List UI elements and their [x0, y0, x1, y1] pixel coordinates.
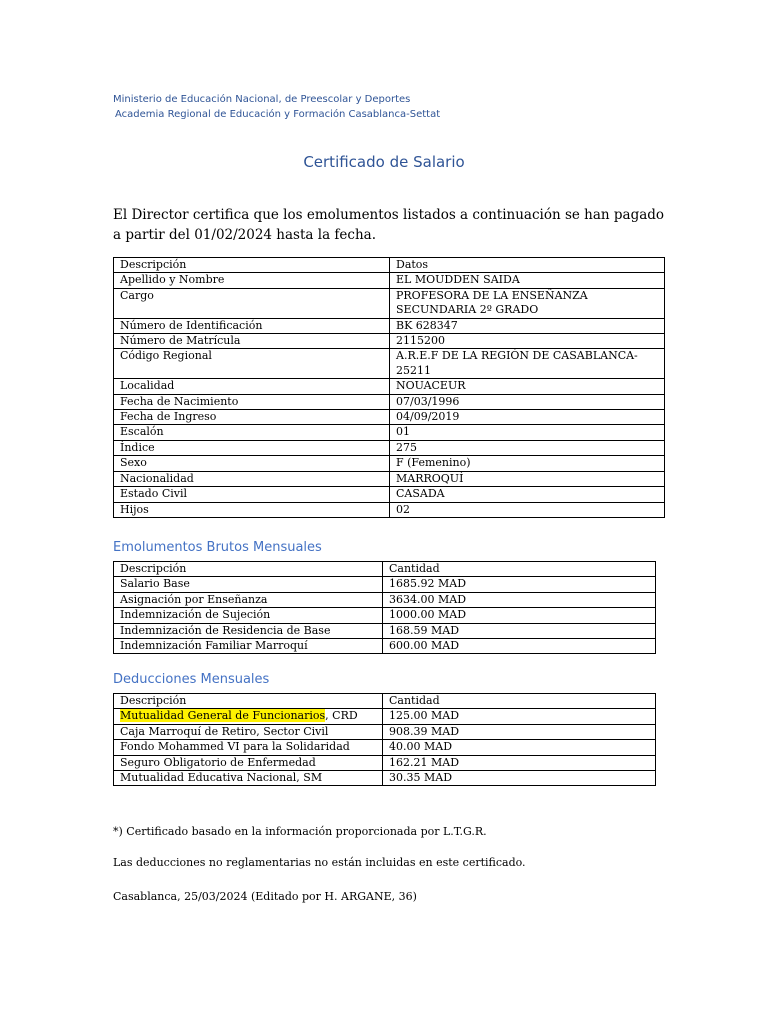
row-label: Salario Base — [114, 577, 383, 592]
row-value: MARROQUÍ — [390, 471, 665, 486]
row-value: NOUACEUR — [390, 379, 665, 394]
row-value: 02 — [390, 502, 665, 517]
table-header-row — [114, 258, 665, 273]
intro-paragraph: El Director certifica que los emolumentos listados a continuación se han pagado a partir del 01/02/2024 hasta la fecha. — [113, 207, 665, 243]
row-value: CASADA — [390, 487, 665, 502]
row-value: F (Femenino) — [390, 456, 665, 471]
row-amount: 30.35 MAD — [383, 771, 656, 786]
deductions-table — [113, 693, 656, 786]
row-label: Escalón — [114, 425, 390, 440]
row-label: Fecha de Ingreso — [114, 410, 390, 425]
exclusion-note: Las deducciones no reglamentarias no están incluidas en este certificado. — [113, 856, 526, 869]
table-row — [114, 487, 665, 502]
row-amount: 908.39 MAD — [383, 724, 656, 739]
ministry-name: Ministerio de Educación Nacional, de Preescolar y Deportes — [113, 94, 411, 105]
row-label: Nacionalidad — [114, 471, 390, 486]
row-label: Hijos — [114, 502, 390, 517]
row-label: Número de Matrícula — [114, 334, 390, 349]
table-row — [114, 771, 656, 786]
row-label: Indemnización de Sujeción — [114, 608, 383, 623]
source-note: *) Certificado basado en la información proporcionada por L.T.G.R. — [113, 825, 487, 838]
row-label: Sexo — [114, 456, 390, 471]
table-row — [114, 471, 665, 486]
row-label: Apellido y Nombre — [114, 273, 390, 288]
personal-data-table — [113, 257, 665, 518]
row-label: Índice — [114, 440, 390, 455]
table-header-row — [114, 562, 656, 577]
row-value: 01 — [390, 425, 665, 440]
row-value: A.R.E.F DE LA REGIÓN DE CASABLANCA- 25211 — [390, 349, 665, 379]
row-label-suffix: , CRD — [325, 709, 358, 723]
table-row — [114, 410, 665, 425]
table-row — [114, 318, 665, 333]
row-label: Fecha de Nacimiento — [114, 394, 390, 409]
column-header: Descripción — [114, 258, 390, 273]
row-label: Asignación por Enseñanza — [114, 592, 383, 607]
row-value: 07/03/1996 — [390, 394, 665, 409]
row-label: Localidad — [114, 379, 390, 394]
row-label: Código Regional — [114, 349, 390, 379]
row-label: Fondo Mohammed VI para la Solidaridad — [114, 740, 383, 755]
row-label: Indemnización Familiar Marroquí — [114, 639, 383, 654]
column-header: Datos — [390, 258, 665, 273]
row-label: Mutualidad Educativa Nacional, SM — [114, 771, 383, 786]
row-amount: 1000.00 MAD — [383, 608, 656, 623]
row-label: Estado Civil — [114, 487, 390, 502]
table-row — [114, 273, 665, 288]
row-value: 04/09/2019 — [390, 410, 665, 425]
table-row — [114, 724, 656, 739]
table-row — [114, 425, 665, 440]
column-header: Descripción — [114, 694, 383, 709]
table-row — [114, 740, 656, 755]
row-value: 2115200 — [390, 334, 665, 349]
page-title: Certificado de Salario — [303, 153, 465, 171]
deductions-heading: Deducciones Mensuales — [113, 672, 270, 687]
row-amount: 600.00 MAD — [383, 639, 656, 654]
row-amount: 3634.00 MAD — [383, 592, 656, 607]
table-row — [114, 288, 665, 318]
table-row — [114, 639, 656, 654]
row-label: Cargo — [114, 288, 390, 318]
table-row — [114, 394, 665, 409]
row-value: PROFESORA DE LA ENSEÑANZA SECUNDARIA 2º GRADO — [390, 288, 665, 318]
row-amount: 125.00 MAD — [383, 709, 656, 724]
row-label: Caja Marroquí de Retiro, Sector Civil — [114, 724, 383, 739]
row-value: 275 — [390, 440, 665, 455]
table-row — [114, 709, 656, 724]
column-header: Descripción — [114, 562, 383, 577]
table-row — [114, 577, 656, 592]
table-row — [114, 608, 656, 623]
academy-name: Academia Regional de Educación y Formación Casablanca-Settat — [115, 109, 441, 120]
table-header-row — [114, 694, 656, 709]
row-label — [114, 709, 383, 724]
table-row — [114, 456, 665, 471]
table-row — [114, 379, 665, 394]
row-label: Indemnización de Residencia de Base — [114, 623, 383, 638]
table-row — [114, 502, 665, 517]
row-value: EL MOUDDEN SAIDA — [390, 273, 665, 288]
table-row — [114, 592, 656, 607]
row-label: Seguro Obligatorio de Enfermedad — [114, 755, 383, 770]
table-row — [114, 334, 665, 349]
table-row — [114, 623, 656, 638]
table-row — [114, 440, 665, 455]
table-row — [114, 349, 665, 379]
column-header: Cantidad — [383, 694, 656, 709]
row-amount: 162.21 MAD — [383, 755, 656, 770]
row-amount: 168.59 MAD — [383, 623, 656, 638]
gross-emoluments-table — [113, 561, 656, 654]
signature-line: Casablanca, 25/03/2024 (Editado por H. ARGANE, 36) — [113, 890, 417, 903]
gross-emoluments-heading: Emolumentos Brutos Mensuales — [113, 540, 322, 555]
column-header: Cantidad — [383, 562, 656, 577]
row-amount: 40.00 MAD — [383, 740, 656, 755]
highlighted-text: Mutualidad General de Funcionarios — [120, 709, 326, 723]
row-label: Número de Identificación — [114, 318, 390, 333]
row-value: BK 628347 — [390, 318, 665, 333]
row-amount: 1685.92 MAD — [383, 577, 656, 592]
table-row — [114, 755, 656, 770]
